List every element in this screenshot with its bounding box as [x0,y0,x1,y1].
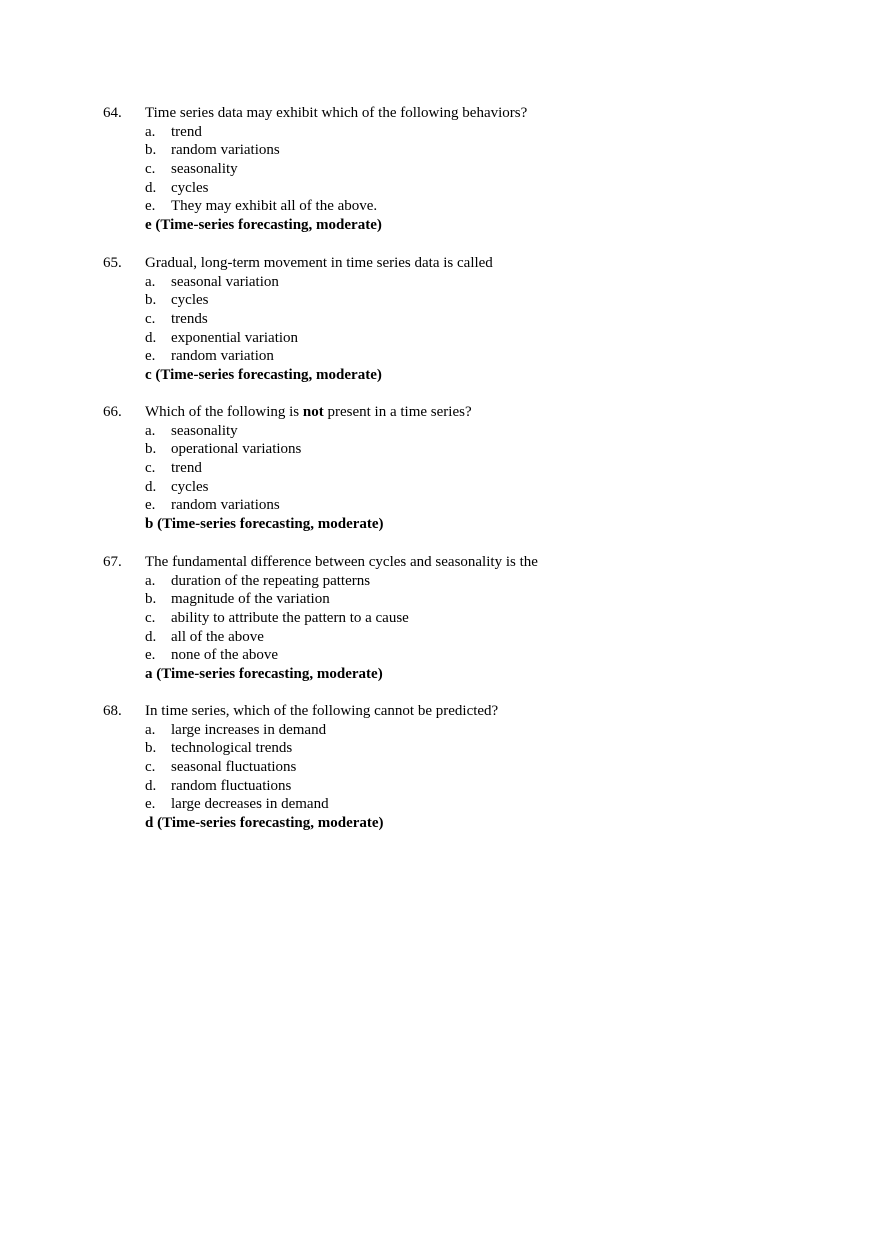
question-text: In time series, which of the following cannot be predicted? [145,703,499,719]
question-number: 66. [103,404,122,420]
question-number: 67. [103,554,122,570]
option-d: d. all of the above [145,628,264,645]
option-d: d. exponential variation [145,329,299,346]
option-b: b. cycles [145,292,209,309]
option-c: c. ability to attribute the pattern to a cause [145,610,409,627]
option-c: c. seasonal fluctuations [145,759,297,776]
question-number: 68. [103,703,122,719]
option-a: a. large increases in demand [145,721,327,738]
question-stem [103,403,803,422]
option-a: a. trend [145,123,202,140]
option-b: b. random variations [145,142,280,159]
option-e: e. none of the above [145,647,279,664]
option-e: e. random variation [145,348,274,365]
question-text: Which of the following is not present in a time series? [145,404,472,420]
question-text: The fundamental difference between cycles and seasonality is the [145,554,538,570]
question-number: 65. [103,255,122,271]
option-b: b. operational variations [145,441,302,458]
option-d: d. cycles [145,179,209,196]
option-a: a. seasonal variation [145,273,279,290]
option-b: b. technological trends [145,740,293,757]
option-e: e. They may exhibit all of the above. [145,198,378,215]
question-stem [103,702,803,721]
question-65 [103,254,803,385]
answer-key: a (Time-series forecasting, moderate) [145,666,383,683]
option-c: c. trends [145,311,208,328]
option-e: e. random variations [145,497,280,514]
option-d: d. random fluctuations [145,777,292,794]
option-c: c. seasonality [145,161,238,178]
question-stem [103,553,803,572]
option-d: d. cycles [145,478,209,495]
question-66 [103,403,803,534]
answer-key: c (Time-series forecasting, moderate) [145,367,382,384]
question-text: Gradual, long-term movement in time series data is called [145,255,493,271]
option-e: e. large decreases in demand [145,796,329,813]
question-stem [103,254,803,273]
question-67 [103,553,803,684]
question-64 [103,104,803,235]
option-a: a. seasonality [145,422,238,439]
question-text: Time series data may exhibit which of the following behaviors? [145,105,528,121]
answer-key: e (Time-series forecasting, moderate) [145,217,382,234]
answer-key: b (Time-series forecasting, moderate) [145,516,384,533]
question-68 [103,702,803,833]
emphasis-not: not [302,404,324,420]
option-b: b. magnitude of the variation [145,591,330,608]
question-stem [103,104,803,123]
option-c: c. trend [145,460,202,477]
question-number: 64. [103,105,122,121]
answer-key: d (Time-series forecasting, moderate) [145,815,384,832]
option-a: a. duration of the repeating patterns [145,572,371,589]
